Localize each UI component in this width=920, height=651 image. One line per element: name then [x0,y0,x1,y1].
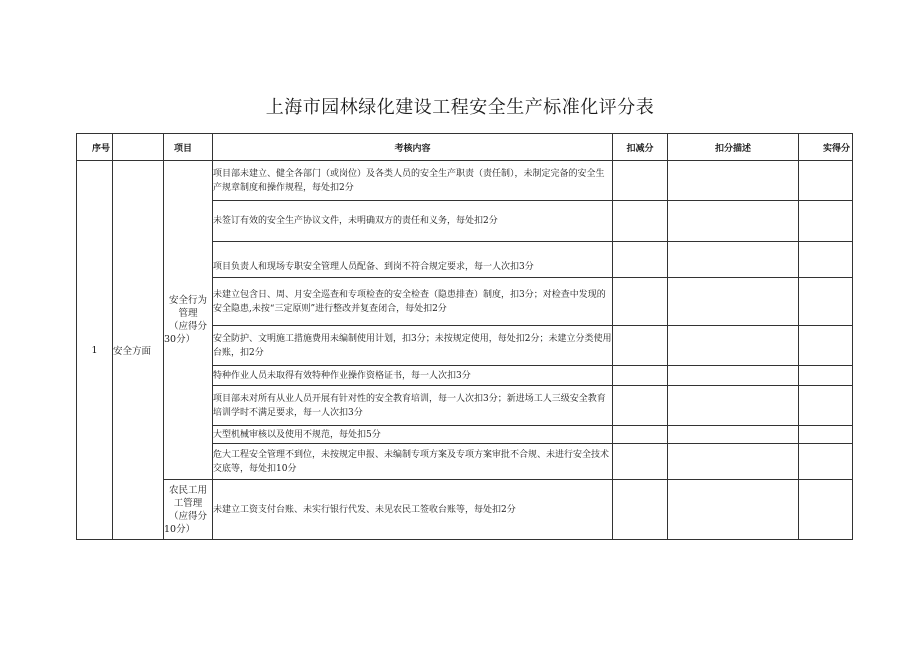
category-line: （应得分 [168,321,207,332]
description-cell[interactable] [668,386,799,426]
category-line: 10分） [164,523,196,535]
content-cell: 特种作业人员未取得有效特种作业操作资格证书，每一人次扣3分 [213,366,613,386]
deduct-cell[interactable] [613,242,668,278]
score-table [76,133,853,540]
description-cell[interactable] [668,326,799,366]
header-empty [113,134,164,161]
table-row [77,480,853,540]
description-cell[interactable] [668,278,799,326]
category-line: （应得分 [168,510,207,522]
deduct-cell[interactable] [613,161,668,201]
header-row [77,134,853,161]
deduct-cell[interactable] [613,480,668,540]
description-cell[interactable] [668,201,799,242]
description-cell[interactable] [668,242,799,278]
content-cell: 项目负责人和现场专职安全管理人员配备、到岗不符合规定要求，每一人次扣3分 [213,242,613,278]
score-cell[interactable] [799,326,853,366]
table-row [77,161,853,201]
aspect-cell: 安全方面 [113,161,164,540]
score-cell[interactable] [799,426,853,444]
category-line: 工管理 [173,497,203,509]
score-cell[interactable] [799,366,853,386]
content-cell: 未建立包含日、周、月安全巡查和专项检查的安全检查（隐患排查）制度，扣3分；对检查中发现的安全隐患,未按“三定原则”进行整改并复查闭合，每处扣2分 [213,278,613,326]
deduct-cell[interactable] [613,201,668,242]
description-cell[interactable] [668,444,799,480]
score-cell[interactable] [799,480,853,540]
header-description: 扣分描述 [668,134,799,161]
deduct-cell[interactable] [613,366,668,386]
header-item: 项目 [164,134,213,161]
category-line: 30分） [164,334,196,345]
category-line: 安全行为 [168,295,207,306]
score-cell[interactable] [799,444,853,480]
content-cell: 大型机械审核以及使用不规范，每处扣5分 [213,426,613,444]
category-line: 农民工用 [168,484,207,496]
header-content: 考核内容 [213,134,613,161]
content-cell: 未建立工资支付台账、未实行银行代发、未见农民工签收台账等，每处扣2分 [213,480,613,540]
deduct-cell[interactable] [613,326,668,366]
header-seq: 序号 [77,134,113,161]
deduct-cell[interactable] [613,444,668,480]
description-cell[interactable] [668,480,799,540]
score-cell[interactable] [799,201,853,242]
score-cell[interactable] [799,278,853,326]
content-cell: 安全防护、文明施工措施费用未编制使用计划，扣3分；未按规定使用，每处扣2分；未建立分类使用台账，扣2分 [213,326,613,366]
description-cell[interactable] [668,426,799,444]
score-cell[interactable] [799,386,853,426]
content-cell: 危大工程安全管理不到位，未按规定申报、未编制专项方案及专项方案审批不合规、未进行安全技术交底等，每处扣10分 [213,444,613,480]
header-deduct: 扣减分 [613,134,668,161]
content-cell: 项目部未建立、健全各部门（或岗位）及各类人员的安全生产职责（责任制），未制定完备的安全生产规章制度和操作规程，每处扣2分 [213,161,613,201]
seq-cell: 1 [77,161,113,540]
content-cell: 项目部未对所有从业人员开展有针对性的安全教育培训，每一人次扣3分；新进场工人三级安全教育培训学时不满足要求，每一人次扣3分 [213,386,613,426]
category-cell-migrant-workers [164,480,213,540]
deduct-cell[interactable] [613,278,668,326]
score-cell[interactable] [799,242,853,278]
description-cell[interactable] [668,366,799,386]
score-cell[interactable] [799,161,853,201]
content-cell: 未签订有效的安全生产协议文件，未明确双方的责任和义务，每处扣2分 [213,201,613,242]
header-score: 实得分 [799,134,853,161]
description-cell[interactable] [668,161,799,201]
page-title: 上海市园林绿化建设工程安全生产标准化评分表 [265,97,655,118]
category-line: 管理 [178,308,198,319]
deduct-cell[interactable] [613,426,668,444]
category-cell-safety [164,161,213,480]
deduct-cell[interactable] [613,386,668,426]
